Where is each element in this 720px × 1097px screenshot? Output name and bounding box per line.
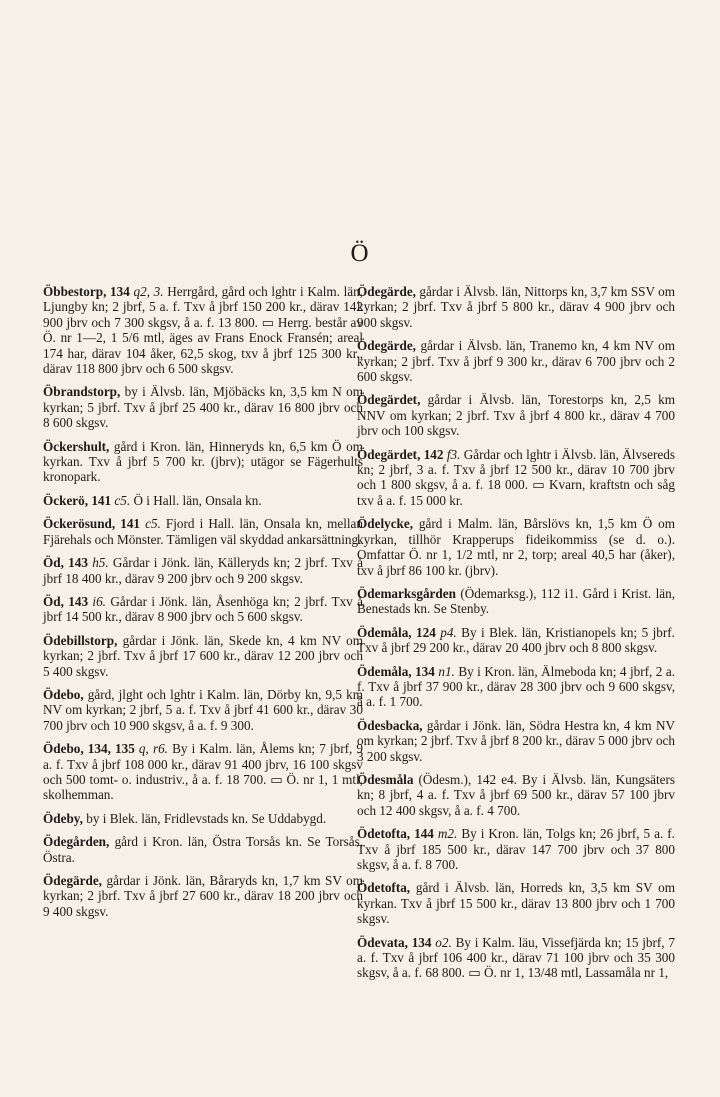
entry-headword: Öd, 143: [43, 555, 93, 571]
left-column: [43, 284, 363, 927]
entry-headword: Ödelycke,: [357, 516, 414, 532]
entry-map-reference: q2, 3.: [133, 284, 164, 299]
dictionary-entry: [43, 633, 363, 679]
entry-text: gård i Älvsb. län, Horreds kn, 3,5 km SV om kyrkan. Txv å jbrf 15 500 kr., därav 13 800 jbrv och 1 700 skgsv.: [357, 880, 675, 927]
entry-map-reference: o2.: [435, 934, 452, 950]
dictionary-entry: [43, 834, 363, 865]
entry-map-reference: n1.: [438, 663, 455, 679]
dictionary-entry: [357, 664, 675, 710]
entry-headword: Öckershult,: [43, 438, 110, 454]
entry-text: Gårdar och lghtr i Älvsb. län, Älvsereds kn; 2 jbrf, 3 a. f. Txv å jbrf 12 500 kr., därav 10 700 jbrv och 1 800 skgsv, å a. f. 18 000. ▭ Kvarn, kraftstn och såg txv å a. f. 15 000 kr.: [357, 446, 675, 508]
entry-text: gårdar i Älvsb. län, Tranemo kn, 4 km NV om kyrkan; 2 jbrf. Txv å jbrf 9 300 kr., därav 6 700 jbrv och 2 600 skgsv.: [357, 338, 675, 385]
entry-map-reference: c5.: [114, 492, 131, 508]
entry-headword: Öbrandstorp,: [43, 384, 121, 400]
dictionary-entry: [43, 594, 363, 625]
entry-headword: Ödetofta, 144: [357, 826, 438, 842]
dictionary-entry: [357, 880, 675, 926]
entry-text: Gårdar i Jönk. län, Åsenhöga kn; 2 jbrf. Txv å jbrf 14 500 kr., därav 8 900 jbrv och 5 600 skgsv.: [43, 593, 363, 625]
entry-map-reference: i6.: [92, 593, 106, 609]
entry-text: By i Blek. län, Kristianopels kn; 5 jbrf. Txv å jbrf 29 200 kr., därav 20 400 jbrv och 8 800 skgsv.: [357, 624, 675, 656]
dictionary-entry: [357, 516, 675, 578]
right-column: [357, 284, 675, 989]
entry-map-reference: f3.: [446, 446, 461, 462]
entry-text: By i Kron. län, Tolgs kn; 26 jbrf, 5 a. f. Txv å jbrf 185 500 kr., därav 147 700 jbrv och 37 800 skgsv, å a. f. 8 700.: [357, 826, 675, 872]
entry-text: Ö i Hall. län, Onsala kn.: [130, 492, 262, 508]
entry-map-reference: h5.: [92, 555, 109, 571]
entry-headword: Ödemåla, 134: [357, 663, 439, 679]
entry-headword: Ödebo,: [43, 686, 84, 702]
entry-text: gårdar i Jönk. län, Skede kn, 4 km NV om kyrkan; 2 jbrf. Txv å jbrf 17 600 kr., därav 12 200 jbrv och 5 400 skgsv.: [43, 632, 363, 679]
entry-headword: Ödegärde,: [357, 284, 416, 299]
entry-text: By i Kron. län, Älmeboda kn; 4 jbrf, 2 a. f. Txv å jbrf 37 900 kr., därav 28 300 jbrv och 9 600 skgsv, å a. f. 1 700.: [357, 663, 675, 710]
dictionary-entry: [43, 873, 363, 919]
entry-headword: Ödegärde,: [43, 873, 102, 888]
dictionary-entry: [43, 493, 363, 508]
dictionary-entry: [43, 284, 363, 376]
entry-headword: Ödebillstorp,: [43, 632, 118, 648]
entry-text: By i Kalm. län, Ålems kn; 7 jbrf, 9 a. f. Txv å jbrf 108 000 kr., därav 91 400 jbrv, 16 100 skgsv och 500 tomt- o. industriv., å a. f. 18 700. ▭ Ö. nr 1, 1 mtl, skolhemman.: [43, 741, 363, 803]
entry-headword: Öckerösund, 141: [43, 516, 146, 532]
dictionary-entry: [43, 384, 363, 430]
entry-text: (Ödesm.), 142 e4. By i Älvsb. län, Kungsäters kn; 8 jbrf, 4 a. f. Txv å jbrf 69 500 kr., därav 57 100 jbrv och 12 400 skgsv, å a. f. 4 700.: [357, 771, 675, 818]
entry-map-reference: c5.: [145, 516, 161, 532]
entry-headword: Ödevata, 134: [357, 934, 436, 950]
entry-map-reference: q, r6.: [138, 741, 168, 757]
entry-headword: Ödebo, 134, 135: [43, 741, 139, 757]
entry-headword: Ödegården,: [43, 834, 110, 850]
entry-headword: Ödegärde,: [357, 338, 416, 354]
dictionary-entry: [43, 555, 363, 586]
entry-headword: Ödesmåla: [357, 771, 414, 787]
entry-headword: Ödegärdet, 142: [357, 446, 447, 462]
entry-text: by i Älvsb. län, Mjöbäcks kn, 3,5 km N om kyrkan; 5 jbrf. Txv å jbrf 25 400 kr., därav 16 800 jbrv och 8 600 skgsv.: [43, 384, 363, 431]
dictionary-entry: [43, 811, 363, 826]
dictionary-entry: [357, 718, 675, 764]
entry-text: gård i Kron. län, Hinneryds kn, 6,5 km Ö om kyrkan. Txv å jbrf 5 700 kr. (jbrv); utägor se Fägerhults kronopark.: [43, 438, 363, 485]
entry-text: gård i Kron. län, Östra Torsås kn. Se Torsås, Östra.: [43, 834, 363, 865]
dictionary-entry: [43, 516, 363, 547]
entry-text: by i Blek. län, Fridlevstads kn. Se Uddabygd.: [82, 810, 327, 826]
entry-headword: Ödemåla, 124: [357, 624, 441, 640]
entry-text: Gårdar i Jönk. län, Källeryds kn; 2 jbrf. Txv å jbrf 18 400 kr., därav 9 200 jbrv och 9 200 skgsv.: [43, 555, 363, 586]
dictionary-entry: [357, 625, 675, 656]
dictionary-entry: [357, 284, 675, 330]
entry-text: gårdar i Älvsb. län, Torestorps kn, 2,5 km NNV om kyrkan; 2 jbrf. Txv å jbrf 4 800 kr., därav 4 700 jbrv och 100 skgsv.: [357, 392, 675, 439]
entry-text: Fjord i Hall. län, Onsala kn, mellan Fjärehals och Mönster. Tämligen väl skyddad ankarsättning.: [43, 516, 363, 547]
entry-text: Herrgård, gård och lghtr i Kalm. län, Ljungby kn; 2 jbrf, 5 a. f. Txv å jbrf 150 200 kr., därav 142 900 jbrv och 7 300 skgsv, å a. f. 13 800. ▭ Herrg. består av Ö. nr 1—2, 1 5/6 mtl, äges av Frans Enock Fransén; areal 174 har, därav 104 åker, 62,5 skog, txv å jbrf 125 300 kr., därav 118 800 jbrv och 6 500 skgsv.: [43, 284, 364, 377]
entry-headword: Öckerö, 141: [43, 492, 115, 508]
entry-headword: Ödetofta,: [357, 880, 411, 896]
dictionary-entry: [357, 935, 675, 981]
entry-text: gårdar i Jönk. län, Södra Hestra kn, 4 km NV om kyrkan; 2 jbrf. Txv å jbrf 8 200 kr., därav 5 000 jbrv och 3 200 skgsv.: [357, 717, 675, 764]
entry-headword: Öbbestorp, 134: [43, 284, 134, 299]
dictionary-entry: [43, 687, 363, 733]
dictionary-entry: [357, 586, 675, 617]
dictionary-entry: [357, 447, 675, 509]
entry-text: gård, jlght och lghtr i Kalm. län, Dörby kn, 9,5 km NV om kyrkan; 2 jbrf, 5 a. f. Txv å jbrf 41 600 kr., därav 30 700 jbrv och 10 900 skgsv, å a. f. 9 300.: [43, 686, 363, 733]
entry-headword: Öd, 143: [43, 593, 93, 609]
entry-text: (Ödemarksg.), 112 i1. Gård i Krist. län, Benestads kn. Se Stenby.: [357, 585, 675, 617]
entry-headword: Ödeby,: [43, 810, 83, 826]
entry-headword: Ödegärdet,: [357, 392, 421, 408]
entry-headword: Ödesbacka,: [357, 717, 423, 733]
dictionary-entry: [357, 338, 675, 384]
entry-map-reference: m2.: [437, 826, 458, 842]
dictionary-entry: [357, 392, 675, 438]
dictionary-entry: [43, 439, 363, 485]
dictionary-entry: [357, 772, 675, 818]
entry-text: gårdar i Älvsb. län, Nittorps kn, 3,7 km SSV om kyrkan; 2 jbrf. Txv å jbrf 5 800 kr., därav 4 900 jbrv och 900 skgsv.: [357, 284, 675, 330]
entry-text: gård i Malm. län, Bårslövs kn, 1,5 km Ö om kyrkan, tillhör Krapperups fideikommiss (se d. o.). Omfattar Ö. nr 1, 1/2 mtl, nr 2, torp; areal 40,5 har (åker), txv å jbrf 86 100 kr. (jbrv).: [357, 516, 675, 578]
entry-text: By i Kalm. läu, Vissefjärda kn; 15 jbrf, 7 a. f. Txv å jbrf 106 400 kr., därav 71 100 jbrv och 35 300 skgsv, å a. f. 68 800. ▭ Ö. nr 1, 13/48 mtl, Lassamåla nr 1,: [357, 934, 675, 981]
entry-text: gårdar i Jönk. län, Båraryds kn, 1,7 km SV om kyrkan; 2 jbrf. Txv å jbrf 27 600 kr., därav 18 200 jbrv och 9 400 skgsv.: [43, 873, 363, 919]
section-letter: Ö: [350, 240, 370, 267]
entry-map-reference: p4.: [440, 624, 457, 640]
dictionary-entry: [357, 826, 675, 872]
entry-headword: Ödemarksgården: [357, 585, 456, 601]
dictionary-entry: [43, 741, 363, 803]
